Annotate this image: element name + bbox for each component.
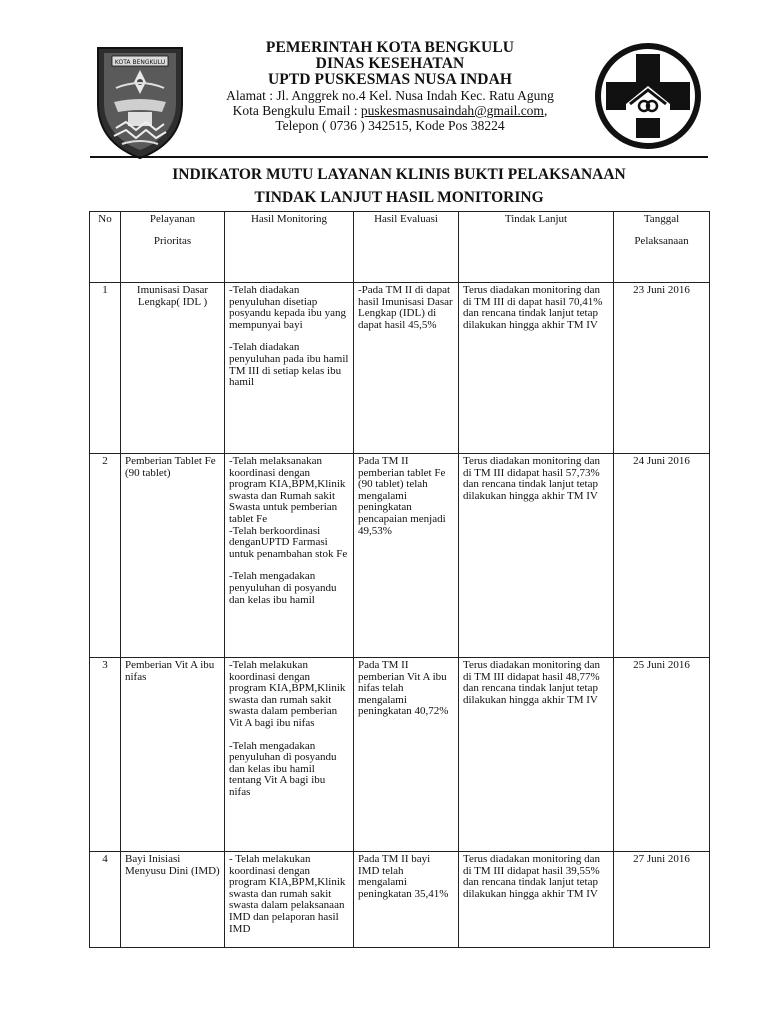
- row-prioritas: Pemberian Vit A ibu nifas: [121, 658, 225, 852]
- monitoring-item: -Telah berkoordinasi denganUPTD Farmasi untuk penambahan stok Fe: [229, 524, 348, 560]
- prioritas-line1: Imunisasi Dasar: [136, 284, 209, 296]
- header-hasil-monitoring: Hasil Monitoring: [225, 212, 354, 283]
- title-line-2: TINDAK LANJUT HASIL MONITORING: [254, 189, 544, 206]
- monitoring-item: -Telah mengadakan penyuluhan di posyandu dan kelas ibu hamil tentang Vit A bagi ibu nifas: [229, 739, 337, 798]
- row-prioritas: Pemberian Tablet Fe (90 tablet): [121, 454, 225, 658]
- header-prioritas: [121, 212, 225, 283]
- row-hasil-monitoring: [225, 283, 354, 454]
- department-name: DINAS KESEHATAN: [315, 55, 465, 72]
- row-prioritas: Bayi Inisiasi Menyusu Dini (IMD): [121, 852, 225, 948]
- puskesmas-cross-icon: [590, 40, 706, 152]
- row-tanggal: 24 Juni 2016: [614, 454, 710, 658]
- header-tanggal-line2: Pelaksanaan: [634, 234, 689, 247]
- row-tindak-lanjut: Terus diadakan monitoring dan di TM III didapat hasil 57,73% dan rencana tindak lanjut tetap dilakukan hingga akhir TM IV: [459, 454, 614, 658]
- table-header-row: [90, 212, 710, 283]
- row-tanggal: 27 Juni 2016: [614, 852, 710, 948]
- table-row: [90, 283, 710, 454]
- row-hasil-evaluasi: Pada TM II pemberian tablet Fe (90 tablet) telah mengalami peningkatan pencapaian menjadi 49,53%: [354, 454, 459, 658]
- email-link[interactable]: puskesmasnusaindah@gmail.com: [360, 103, 544, 118]
- monitoring-table: [89, 211, 710, 948]
- row-hasil-evaluasi: Pada TM II bayi IMD telah mengalami peningkatan 35,41%: [354, 852, 459, 948]
- email-suffix: ,: [543, 103, 548, 118]
- header-no: No: [90, 212, 121, 283]
- row-hasil-monitoring: [225, 658, 354, 852]
- header-tindak-lanjut: Tindak Lanjut: [459, 212, 614, 283]
- header-prioritas-line2: Prioritas: [153, 234, 192, 247]
- monitoring-item: -Telah melakukan koordinasi dengan program KIA,BPM,Klinik swasta dan rumah sakit swasta dalam pemberian Vit A bagi ibu nifas: [229, 659, 346, 729]
- header-hasil-evaluasi: Hasil Evaluasi: [354, 212, 459, 283]
- row-tindak-lanjut: Terus diadakan monitoring dan di TM III didapat hasil 39,55% dan rencana tindak lanjut tetap dilakukan hingga akhir TM IV: [459, 852, 614, 948]
- row-tanggal: 23 Juni 2016: [614, 283, 710, 454]
- unit-name: UPTD PUSKESMAS NUSA INDAH: [267, 71, 513, 88]
- header-tanggal: [614, 212, 710, 283]
- letterhead: [190, 40, 590, 133]
- table-row: [90, 852, 710, 948]
- table-row: [90, 658, 710, 852]
- row-no: 1: [90, 283, 121, 454]
- monitoring-item: - Telah melakukan koordinasi dengan program KIA,BPM,Klinik swasta dan rumah sakit swasta dalam pelaksanaan IMD dan pelaporan hasil IMD: [229, 853, 346, 935]
- prioritas-line2: Lengkap( IDL ): [137, 295, 208, 308]
- email-prefix: Kota Bengkulu Email :: [232, 103, 361, 118]
- row-no: 2: [90, 454, 121, 658]
- row-tanggal: 25 Juni 2016: [614, 658, 710, 852]
- row-hasil-evaluasi: Pada TM II pemberian Vit A ibu nifas telah mengalami peningkatan 40,72%: [354, 658, 459, 852]
- row-no: 4: [90, 852, 121, 948]
- phone-line: Telepon ( 0736 ) 342515, Kode Pos 38224: [275, 118, 505, 133]
- monitoring-item: -Telah melaksanakan koordinasi dengan program KIA,BPM,Klinik swasta dan Rumah sakit Swasta untuk pemberian tablet Fe: [229, 455, 346, 525]
- monitoring-item: -Telah diadakan penyuluhan disetiap posyandu kepada ibu yang mempunyai bayi: [229, 284, 346, 331]
- document-title: [90, 163, 708, 209]
- row-hasil-monitoring: [225, 454, 354, 658]
- row-prioritas: [121, 283, 225, 454]
- email-line: [190, 103, 590, 118]
- row-hasil-evaluasi: -Pada TM II di dapat hasil Imunisasi Dasar Lengkap (IDL) di dapat hasil 45,5%: [354, 283, 459, 454]
- row-tindak-lanjut: Terus diadakan monitoring dan di TM III didapat hasil 48,77% dan rencana tindak lanjut tetap dilakukan hingga akhir TM IV: [459, 658, 614, 852]
- government-name: PEMERINTAH KOTA BENGKULU: [265, 39, 515, 56]
- header-prioritas-line1: Pelayanan: [149, 213, 196, 225]
- title-line-1: INDIKATOR MUTU LAYANAN KLINIS BUKTI PELAKSANAAN: [172, 166, 626, 183]
- table-row: [90, 454, 710, 658]
- header-tanggal-line1: Tanggal: [643, 213, 680, 225]
- row-tindak-lanjut: Terus diadakan monitoring dan di TM III di dapat hasil 70,41% dan rencana tindak lanjut tetap dilakukan hingga akhir TM IV: [459, 283, 614, 454]
- svg-text:KOTA BENGKULU: KOTA BENGKULU: [114, 59, 166, 66]
- row-no: 3: [90, 658, 121, 852]
- letterhead-divider: [90, 156, 708, 158]
- monitoring-item: -Telah mengadakan penyuluhan di posyandu dan kelas ibu hamil: [229, 570, 337, 606]
- row-hasil-monitoring: [225, 852, 354, 948]
- monitoring-item: -Telah diadakan penyuluhan pada ibu hamil TM III di setiap kelas ibu hamil: [229, 341, 349, 389]
- kota-bengkulu-emblem-icon: [92, 42, 188, 160]
- address-line: Alamat : Jl. Anggrek no.4 Kel. Nusa Indah Kec. Ratu Agung: [226, 88, 554, 103]
